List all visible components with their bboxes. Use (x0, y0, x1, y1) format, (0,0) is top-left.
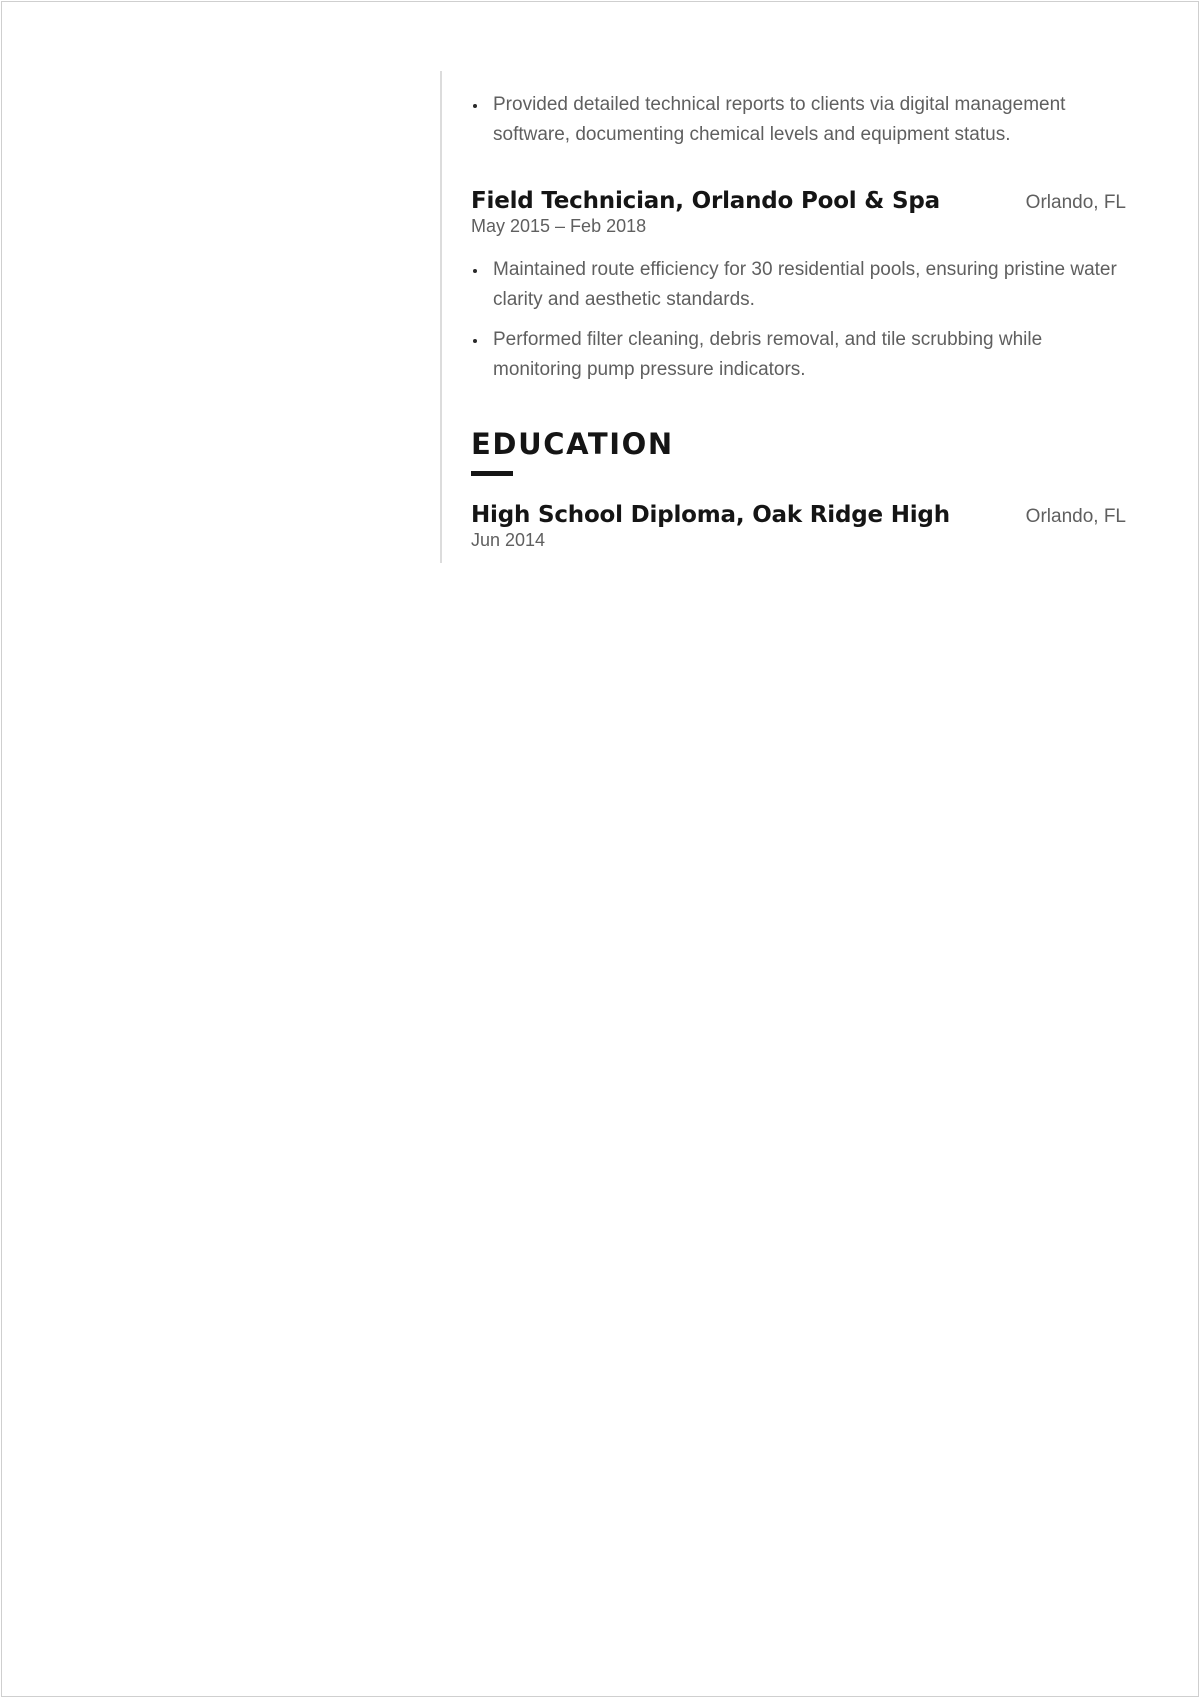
bullet-item (471, 90, 1126, 150)
education-entry (471, 502, 1126, 551)
education-title: High School Diploma, Oak Ridge High (471, 502, 950, 528)
education-heading: EDUCATION (471, 427, 674, 461)
bullet-item (471, 325, 1126, 385)
bullet-dot (473, 339, 477, 343)
job-title: Field Technician, Orlando Pool & Spa (471, 188, 940, 214)
education-location: Orlando, FL (1025, 506, 1126, 527)
education-header (471, 502, 1126, 528)
bullet-text: Provided detailed technical reports to clients via digital management software, documenting chemical levels and equipment status. (493, 94, 1066, 145)
bullet-text: Performed filter cleaning, debris removal, and tile scrubbing while monitoring pump pressure indicators. (493, 329, 1043, 380)
bullet-item (471, 255, 1126, 315)
job-header (471, 188, 1126, 214)
main-column (471, 90, 1126, 551)
previous-job-bullets (471, 90, 1126, 150)
job-dates: May 2015 – Feb 2018 (471, 216, 647, 236)
section-underline (471, 471, 513, 476)
job-bullets (471, 255, 1126, 385)
bullet-text: Maintained route efficiency for 30 residential pools, ensuring pristine water clarity and aesthetic standards. (493, 259, 1117, 310)
education-date: Jun 2014 (471, 530, 546, 550)
job-location: Orlando, FL (1025, 192, 1126, 213)
column-divider (440, 71, 442, 563)
bullet-dot (473, 269, 477, 273)
resume-page (1, 1, 1199, 1697)
job-entry (471, 188, 1126, 385)
bullet-dot (473, 104, 477, 108)
